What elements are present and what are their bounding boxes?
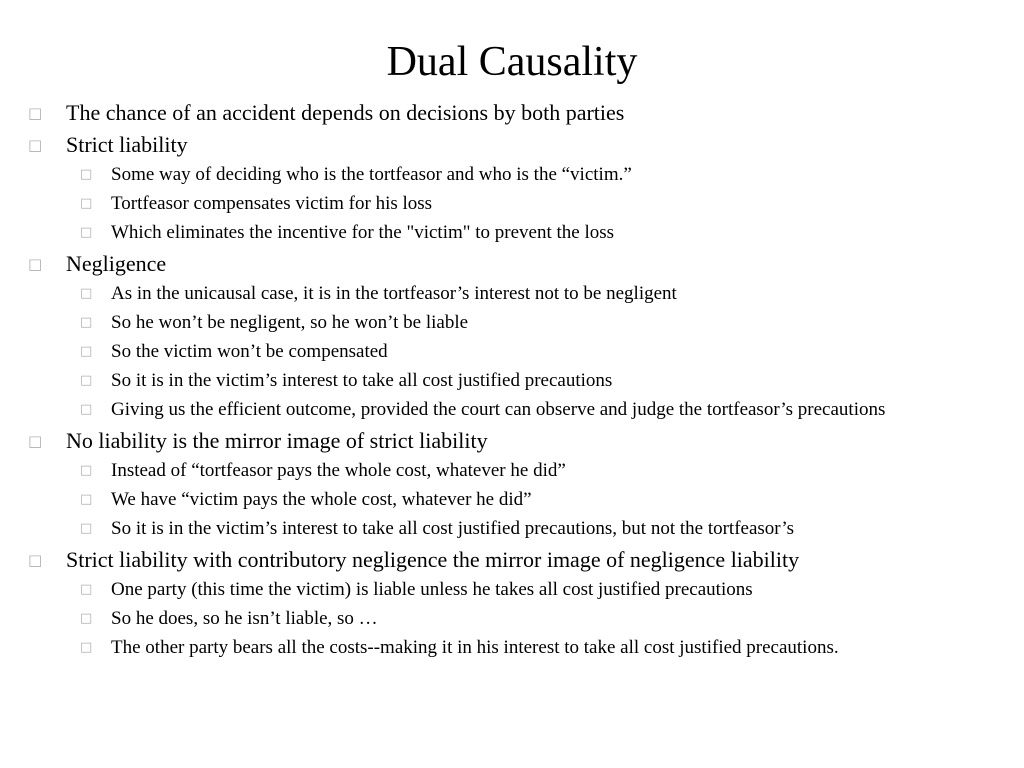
sub-list-item-text: Some way of deciding who is the tortfeasor and who is the “victim.” <box>111 164 632 185</box>
square-bullet-icon: □ <box>80 225 93 240</box>
square-bullet-icon: □ <box>80 521 93 536</box>
square-bullet-icon: □ <box>80 315 93 330</box>
sub-list-item <box>0 311 1024 335</box>
sub-list-item <box>0 192 1024 216</box>
square-bullet-icon: □ <box>80 167 93 182</box>
square-bullet-icon: □ <box>28 551 43 569</box>
square-bullet-icon: □ <box>80 196 93 211</box>
list-item <box>0 251 1024 277</box>
sub-list-item <box>0 578 1024 602</box>
square-bullet-icon: □ <box>80 286 93 301</box>
sub-list-item-text: So he won’t be negligent, so he won’t be liable <box>111 312 469 333</box>
sub-list-item-text: The other party bears all the costs--making it in his interest to take all cost justified precautions. <box>111 637 839 658</box>
square-bullet-icon: □ <box>80 611 93 626</box>
sub-list-item <box>0 369 1024 393</box>
sub-list-item <box>0 607 1024 631</box>
square-bullet-icon: □ <box>80 344 93 359</box>
sub-list-item <box>0 282 1024 306</box>
square-bullet-icon: □ <box>28 432 43 450</box>
sub-list-item <box>0 459 1024 483</box>
sub-list-item <box>0 636 1024 660</box>
sub-list-item-text: Which eliminates the incentive for the "victim" to prevent the loss <box>111 222 615 243</box>
bullet-list <box>0 97 1024 660</box>
list-item-text: Negligence <box>66 251 167 276</box>
square-bullet-icon: □ <box>80 492 93 507</box>
slide-title: Dual Causality <box>386 39 638 85</box>
sub-list-item-text: So it is in the victim’s interest to take all cost justified precautions, but not the tortfeasor’s <box>111 518 794 539</box>
square-bullet-icon: □ <box>28 104 43 122</box>
square-bullet-icon: □ <box>28 136 43 154</box>
list-item <box>0 100 1024 126</box>
square-bullet-icon: □ <box>80 463 93 478</box>
square-bullet-icon: □ <box>80 402 93 417</box>
list-item-text: No liability is the mirror image of strict liability <box>66 428 488 453</box>
sub-list-item-text: Giving us the efficient outcome, provided the court can observe and judge the tortfeasor’s precautions <box>111 399 886 420</box>
sub-list-item-text: So he does, so he isn’t liable, so … <box>111 608 378 629</box>
list-item <box>0 132 1024 158</box>
sub-list-item <box>0 398 1024 422</box>
sub-list-item-text: So the victim won’t be compensated <box>111 341 388 362</box>
sub-list-item <box>0 163 1024 187</box>
square-bullet-icon: □ <box>28 255 43 273</box>
sub-list-item-text: We have “victim pays the whole cost, whatever he did” <box>111 489 532 510</box>
sub-list-item <box>0 517 1024 541</box>
sub-list-item-text: Tortfeasor compensates victim for his loss <box>111 193 433 214</box>
list-item <box>0 428 1024 454</box>
sub-list-item-text: Instead of “tortfeasor pays the whole cost, whatever he did” <box>111 460 566 481</box>
square-bullet-icon: □ <box>80 582 93 597</box>
list-item-text: The chance of an accident depends on decisions by both parties <box>66 100 625 125</box>
square-bullet-icon: □ <box>80 373 93 388</box>
sub-list-item <box>0 340 1024 364</box>
list-item-text: Strict liability <box>66 132 188 157</box>
sub-list-item-text: One party (this time the victim) is liable unless he takes all cost justified precautions <box>111 579 753 600</box>
sub-list-item <box>0 488 1024 512</box>
list-item <box>0 547 1024 573</box>
sub-list-item-text: So it is in the victim’s interest to take all cost justified precautions <box>111 370 613 391</box>
list-item-text: Strict liability with contributory negligence the mirror image of negligence liability <box>66 547 800 572</box>
square-bullet-icon: □ <box>80 640 93 655</box>
sub-list-item-text: As in the unicausal case, it is in the tortfeasor’s interest not to be negligent <box>111 283 677 304</box>
sub-list-item <box>0 221 1024 245</box>
